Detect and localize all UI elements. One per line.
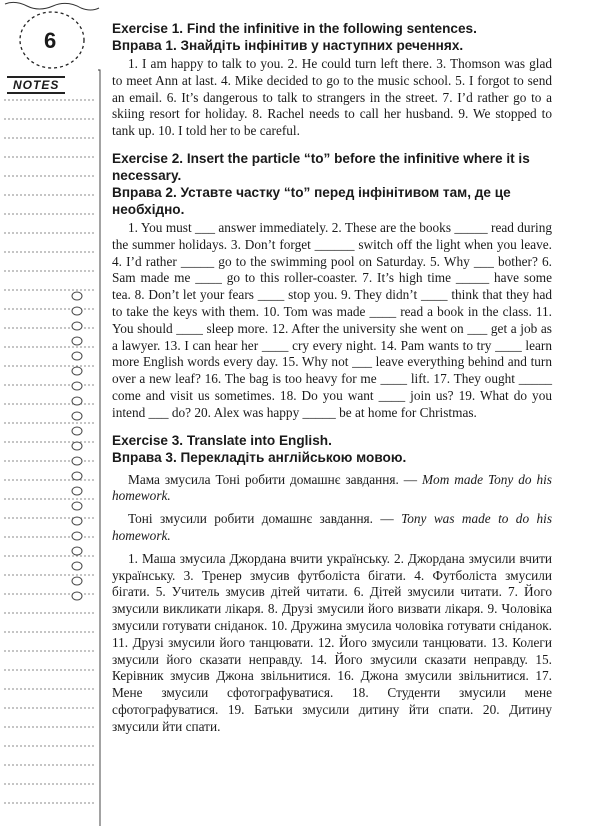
binder-ring xyxy=(72,337,82,345)
binder-ring xyxy=(72,457,82,465)
example-1-en: Mom made Tony do his homework. xyxy=(112,471,552,504)
exercise-2-title-ua: Вправа 2. Уставте частку “to” перед інфінітивом там, де це необхідно. xyxy=(112,184,511,217)
binder-ring xyxy=(72,367,82,375)
binder-ring xyxy=(72,322,82,330)
binder-ring xyxy=(72,472,82,480)
example-2-ua: Тоні змусили робити домашнє завдання. — xyxy=(128,511,402,527)
binder-ring xyxy=(72,382,82,390)
binder-ring xyxy=(72,397,82,405)
exercise-2 xyxy=(112,150,552,422)
notes-margin xyxy=(0,0,102,827)
exercise-1-text: 1. I am happy to talk to you. 2. He could turn left there. 3. Thomson was glad to meet Ann at last. 4. Mike decided to go to the music school. 5. I forgot to send an email. 6. It’s dangerous to talk to strangers in the street. 7. I’d rather go to a skiing resort for holiday. 8. Rachel needs to call her husband. 9. We stopped to tank up. 10. I told her to be careful. xyxy=(112,56,552,139)
binder-ring xyxy=(72,532,82,540)
margin-decoration xyxy=(0,0,102,827)
binder-ring xyxy=(72,292,82,300)
binder-ring xyxy=(72,352,82,360)
spine-scribble xyxy=(98,70,100,826)
binder-ring xyxy=(72,517,82,525)
binder-ring xyxy=(72,592,82,600)
binder-ring xyxy=(72,577,82,585)
binder-ring xyxy=(72,412,82,420)
binder-ring xyxy=(72,442,82,450)
binder-ring xyxy=(72,307,82,315)
exercise-1 xyxy=(112,20,552,140)
notes-label: NOTES xyxy=(7,76,65,94)
exercise-3-example-2 xyxy=(112,511,552,545)
exercise-1-title-ua: Вправа 1. Знайдіть інфінітив у наступних реченнях. xyxy=(112,38,464,53)
page-number: 6 xyxy=(44,28,57,53)
example-1-ua: Мама змусила Тоні робити домашнє завдання. — xyxy=(128,471,422,487)
main-content xyxy=(112,20,552,746)
page-number-badge xyxy=(20,12,82,68)
exercise-3-title-en: Exercise 3. Translate into English. xyxy=(112,432,332,448)
exercise-3-text: 1. Маша змусила Джордана вчити українську. 2. Джордана змусили вчити українську. 3. Тренер змусив футболіста бігати. 4. Футболіста змусили бігати. 5. Учитель змусив дітей читати. 6. Дітей змусили читати. 7. Його змусили викликати лікаря. 8. Друзі змусили його визвати лікаря. 9. Чоловіка змусили готувати сніданок. 10. Дружина змусила чоловіка готувати сніданок. 11. Друзі змусили його танцювати. 12. Його змусили танцювати. 13. Колеги змусили його сказати неправду. 14. Його змусили сказати неправду. 15. Керівник змусив Джона звільнитися. 16. Джона змусили звільнитися. 17. Мене змусили сфотографуватися. 18. Студенти змусили мене сфотографуватися. 19. Батьки змусили дитину йти спати. 20. Дитину змусили йти спати. xyxy=(112,550,552,734)
binder-ring xyxy=(72,562,82,570)
exercise-3 xyxy=(112,432,552,736)
exercise-1-title-en: Exercise 1. Find the infinitive in the following sentences. xyxy=(112,21,477,36)
exercise-3-title-ua: Вправа 3. Перекладіть англійською мовою. xyxy=(112,449,407,465)
exercise-2-text: 1. You must ___ answer immediately. 2. These are the books _____ read during the summer holidays. 3. Don’t forget ______ switch off the light when you leave. 4. I’d rather _____ go to the swimming pool on Saturday. 5. Why ___ bother? 6. Sam made me ____ go to this roller-coaster. 7. It’s high time _____ have some tea. 8. Don’t let your fears ____ stop you. 9. They didn’t ____ think that they had to take the keys with them. 10. Tom was made ____ read a book in the class. 11. You should ____ sleep more. 12. After the university she went on ___ get a job as a lawyer. 13. I can hear her ____ cry every night. 14. Pam wants to try ____ learn more English words every day. 15. Why not ___ leave everything behind and turn over a new leaf? 16. The bag is too heavy for me ____ lift. 17. They ought _____ come and visit us sometimes. 18. Do you want ____ join us? 19. What do you intend ___ do? 20. Alex was happy _____ be at home for Christmas. xyxy=(112,219,552,420)
binder-ring xyxy=(72,547,82,555)
example-2-en: Tony was made to do his homework. xyxy=(112,511,552,543)
binder-ring xyxy=(72,502,82,510)
binder-ring xyxy=(72,487,82,495)
binder-ring xyxy=(72,427,82,435)
exercise-2-title-en: Exercise 2. Insert the particle “to” before the infinitive where it is necessary. xyxy=(112,150,530,183)
exercise-3-example-1 xyxy=(112,472,552,506)
